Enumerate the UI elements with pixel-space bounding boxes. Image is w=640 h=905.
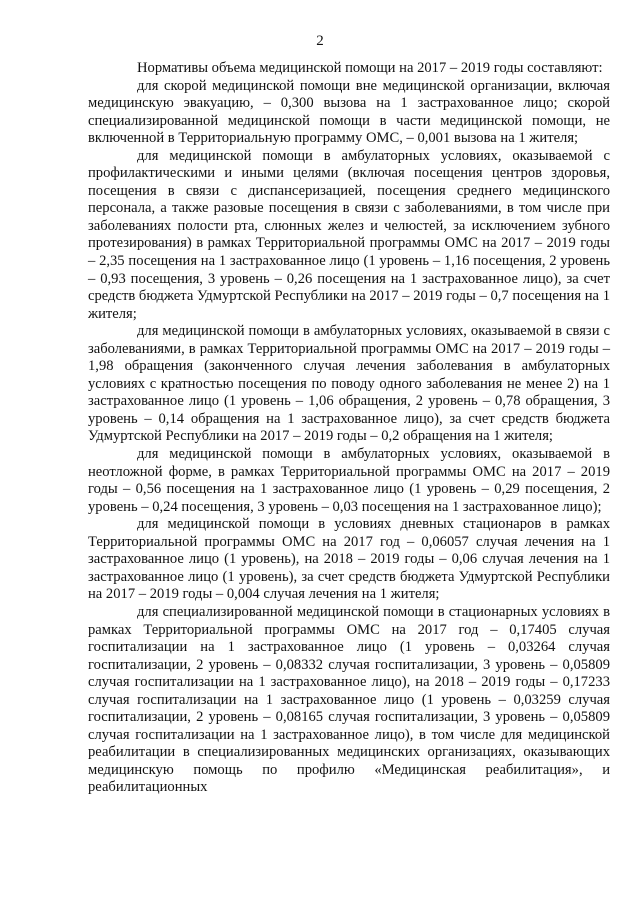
paragraph-outpatient-disease: для медицинской помощи в амбулаторных условиях, оказываемой в связи с заболеваниями, в рамках Территориальной программы ОМС на 2017 – 2019 годы – 1,98 обращения (законченного случая лечения заболевания в амбулаторных условиях с кратностью посещения по поводу одного заболевания не менее 2) на 1 застрахованное лицо (1 уровень – 1,06 обращения, 2 уровень – 0,78 обращения, 3 уровень – 0,14 обращения на 1 застрахованное лицо), за счет средств бюджета Удмуртской Республики на 2017 – 2019 годы – 0,2 обращения на 1 жителя; — [88, 323, 610, 445]
paragraph-inpatient-care: для специализированной медицинской помощи в стационарных условиях в рамках Территориальной программы ОМС на 2017 год – 0,17405 случая госпитализации на 1 застрахованное лицо (1 уровень – 0,03264 случая госпитализации, 2 уровень – 0,08332 случая госпитализации, 3 уровень – 0,05809 случая госпитализации на 1 застрахованное лицо), на 2018 – 2019 годы – 0,17233 случая госпитализации на 1 застрахованное лицо (1 уровень – 0,03259 случая госпитализации, 2 уровень – 0,08165 случая госпитализации, 3 уровень – 0,05809 случая госпитализации на 1 застрахованное лицо), в том числе для медицинской реабилитации в специализированных медицинских организациях, оказывающих медицинскую помощь по профилю «Медицинская реабилитация», и реабилитационных — [88, 603, 610, 796]
paragraph-intro: Нормативы объема медицинской помощи на 2017 – 2019 годы составляют: — [137, 60, 603, 76]
paragraph-emergency-care: для скорой медицинской помощи вне медицинской организации, включая медицинскую эвакуацию, – 0,300 вызова на 1 застрахованное лицо; скорой специализированной медицинской помощи в части медицинской помощи, не включенной в Территориальную программу ОМС, – 0,001 вызова на 1 жителя; — [88, 77, 610, 147]
paragraph-outpatient-preventive: для медицинской помощи в амбулаторных условиях, оказываемой с профилактическими и иными целями (включая посещения центров здоровья, посещения в связи с диспансеризацией, посещения среднего медицинского персонала, а также разовые посещения в связи с заболеваниями, в том числе при заболеваниях полости рта, слюнных желез и челюстей, за исключением зубного протезирования) в рамках Территориальной программы ОМС на 2017 – 2019 годы – 2,35 посещения на 1 застрахованное лицо (1 уровень – 1,16 посещения, 2 уровень – 0,93 посещения, 3 уровень – 0,26 посещения на 1 застрахованное лицо), за счет средств бюджета Удмуртской Республики на 2017 – 2019 годы – 0,7 посещения на 1 жителя; — [88, 147, 610, 322]
paragraph-day-hospital: для медицинской помощи в условиях дневных стационаров в рамках Территориальной программы ОМС на 2017 год – 0,06057 случая лечения на 1 застрахованное лицо (1 уровень), на 2018 – 2019 годы – 0,06 случая лечения на 1 застрахованное лицо (1 уровень), за счет средств бюджета Удмуртской Республики на 2017 – 2019 годы – 0,004 случая лечения на 1 жителя; — [88, 516, 610, 603]
page-number: 2 — [316, 33, 324, 49]
paragraph-outpatient-urgent: для медицинской помощи в амбулаторных условиях, оказываемой в неотложной форме, в рамках Территориальной программы ОМС на 2017 – 2019 годы – 0,56 посещения на 1 застрахованное лицо (1 уровень – 0,29 посещения, 2 уровень – 0,24 посещения, 3 уровень – 0,03 посещения на 1 застрахованное лицо); — [88, 446, 610, 515]
document-body — [88, 60, 610, 797]
